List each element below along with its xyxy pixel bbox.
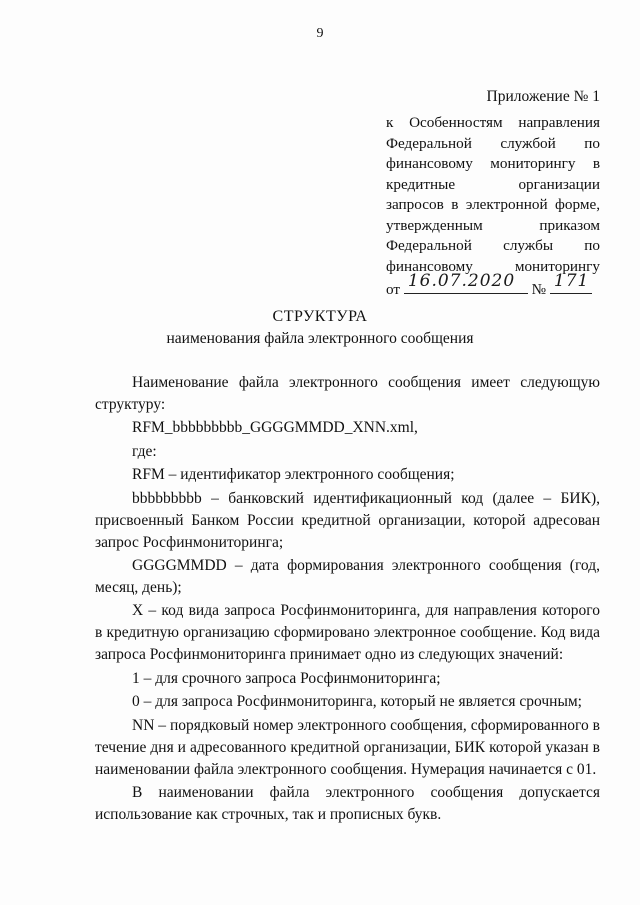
handwritten-number: 171 — [553, 271, 590, 291]
paragraph: X – код вида запроса Росфинмониторинга, для направления которого в кредитную организацию сформировано электронное сообщение. Код вида запроса Росфинмониторинга принимает одно из следующих значений: — [95, 602, 600, 664]
number-field — [550, 271, 592, 294]
appendix-basis-line: финансовому мониторингу — [386, 257, 600, 275]
paragraph: GGGGMMDD – дата формирования электронного сообщения (год, месяц, день); — [95, 556, 600, 596]
appendix-basis-line: финансовому мониторингу в — [386, 155, 600, 172]
page-number: 9 — [316, 26, 324, 41]
appendix-basis-line: к Особенностям направления — [386, 114, 600, 131]
handwritten-date: 16.07.2020 — [407, 271, 516, 291]
paragraph: 1 – для срочного запроса Росфинмониторинга; — [132, 669, 441, 687]
appendix-basis-line: кредитные организации — [386, 175, 600, 193]
paragraph: 0 – для запроса Росфинмониторинга, который не является срочным; — [132, 693, 582, 711]
paragraph: bbbbbbbbb – банковский идентификационный код (далее – БИК), присвоенный Банком России кредитной организации, которой адресован запрос Росфинмониторинга; — [95, 489, 600, 551]
appendix-basis — [386, 113, 600, 301]
appendix-basis-line: Федеральной службой по — [386, 134, 600, 152]
paragraph: Наименование файла электронного сообщения имеет следующую структуру: — [95, 374, 600, 413]
appendix-basis-line: запросов в электронной форме, — [386, 196, 600, 213]
paragraph: где: — [132, 442, 157, 460]
appendix-date-line — [386, 271, 600, 301]
appendix-basis-line: Федеральной службы по — [386, 237, 600, 254]
number-prefix: № — [531, 281, 547, 298]
paragraph: RFM – идентификатор электронного сообщения; — [132, 466, 455, 484]
paragraph: NN – порядковый номер электронного сообщения, сформированного в течение дня и адресованного кредитной организации, БИК которой указан в наименовании файла электронного сообщения. Нумерация начинается с 01. — [95, 716, 600, 778]
date-prefix: от — [386, 281, 401, 298]
date-field — [404, 271, 528, 294]
paragraph: RFM_bbbbbbbbb_GGGGMMDD_XNN.xml, — [132, 419, 418, 437]
appendix-basis-line: утвержденным приказом — [386, 216, 600, 234]
document-title: СТРУКТУРА — [272, 308, 368, 325]
appendix-title: Приложение № 1 — [486, 88, 600, 105]
paragraph: В наименовании файла электронного сообщения допускается использование как строчных, так и прописных букв. — [95, 783, 600, 823]
document-subtitle: наименования файла электронного сообщения — [166, 330, 474, 347]
document-body — [95, 372, 600, 827]
